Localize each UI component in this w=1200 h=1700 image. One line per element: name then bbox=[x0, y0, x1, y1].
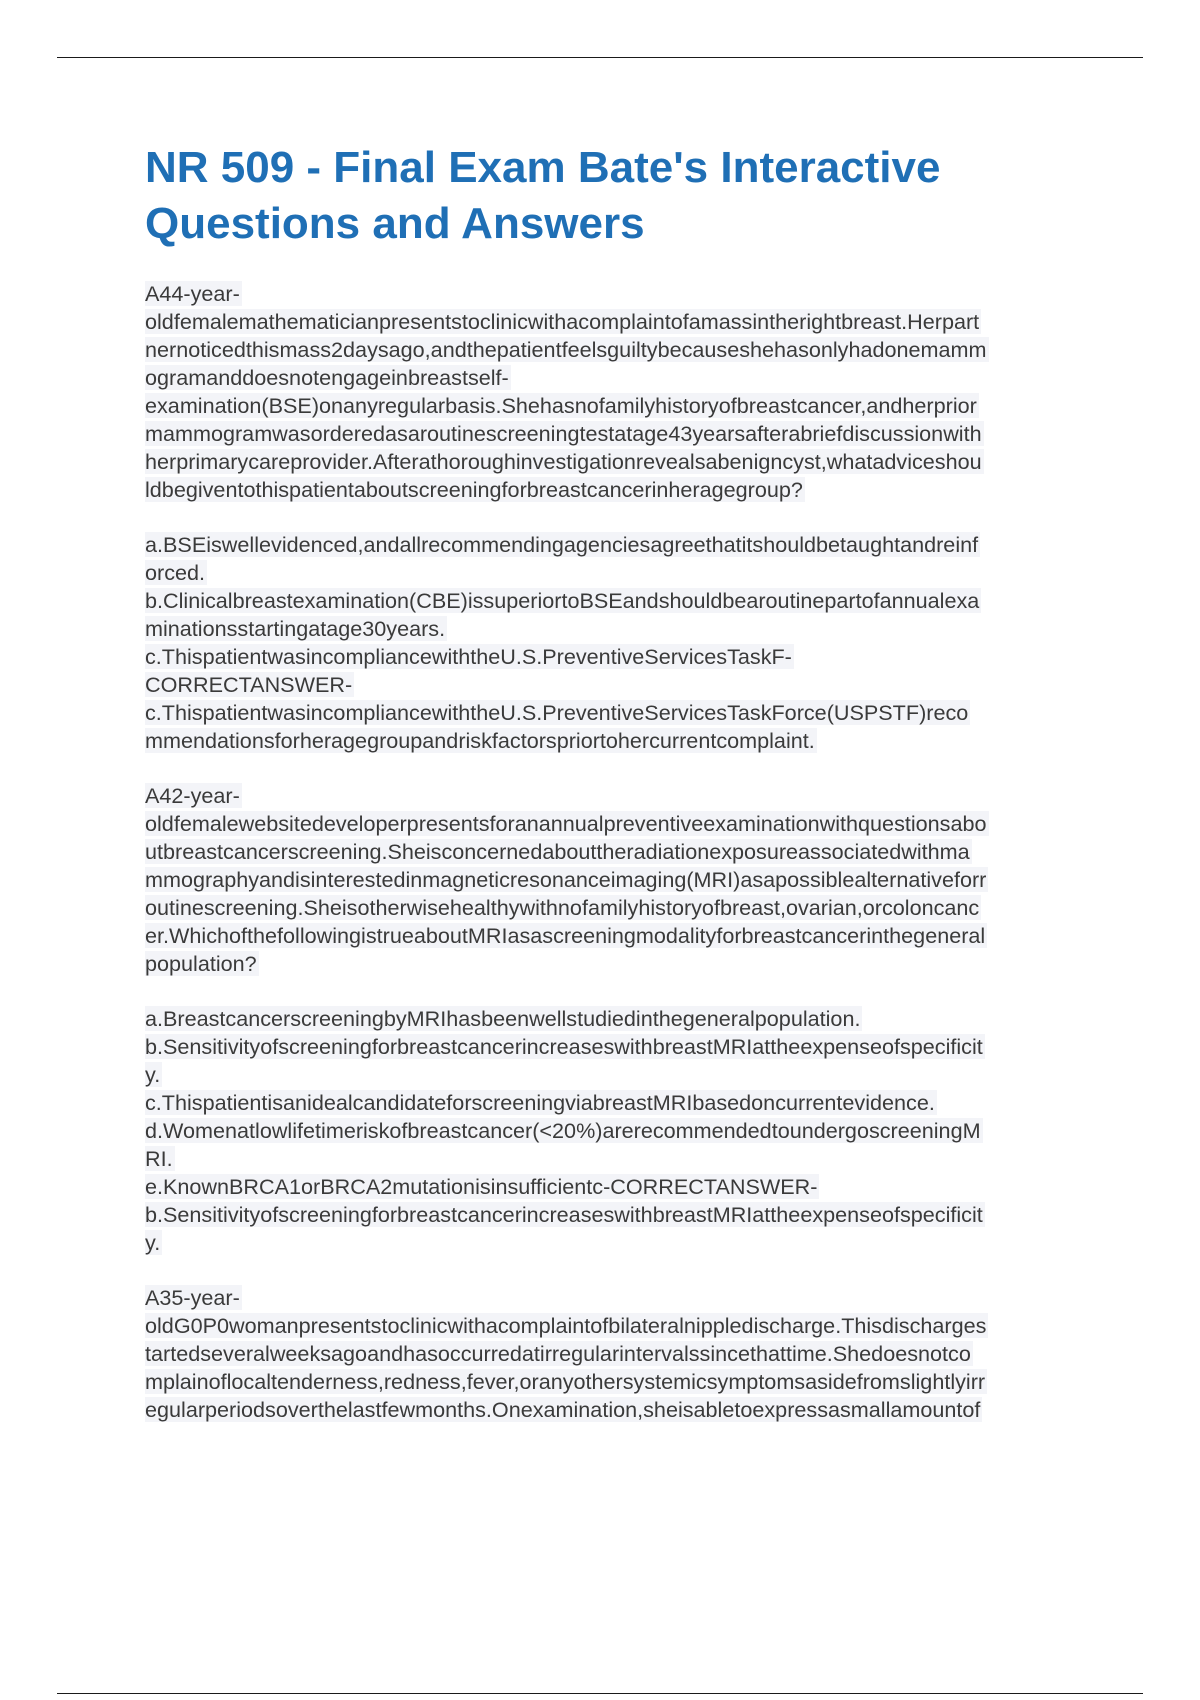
question-1-answers bbox=[145, 531, 1085, 755]
text-line bbox=[145, 476, 1085, 504]
text-line-content: nernoticedthismass2daysago,andthepatientfeelsguiltybecauseshehasonlyhadonemamm bbox=[145, 337, 987, 362]
text-line bbox=[145, 810, 1085, 838]
text-line-content: a.BSEiswellevidenced,andallrecommendingagenciesagreethatitshouldbetaughtandreinf bbox=[145, 532, 979, 557]
text-line-content: c.ThispatientisanidealcandidateforscreeningviabreastMRIbasedoncurrentevidence. bbox=[145, 1090, 935, 1115]
text-line-content: er.WhichofthefollowingistrueaboutMRIasascreeningmodalityforbreastcancerinthegeneral bbox=[145, 923, 986, 948]
text-line bbox=[145, 1229, 1085, 1257]
text-line bbox=[145, 615, 1085, 643]
text-line-content: y. bbox=[145, 1230, 161, 1255]
text-line-content: RI. bbox=[145, 1146, 173, 1171]
text-line bbox=[145, 392, 1085, 420]
text-line-content: CORRECTANSWER- bbox=[145, 672, 353, 697]
paragraph-gap bbox=[145, 504, 1085, 531]
question-1 bbox=[145, 280, 1085, 504]
text-line bbox=[145, 364, 1085, 392]
text-line bbox=[145, 643, 1085, 671]
text-line-content: y. bbox=[145, 1062, 161, 1087]
text-line bbox=[145, 922, 1085, 950]
title-line: NR 509 - Final Exam Bate's Interactive bbox=[145, 143, 941, 192]
text-line-content: c.ThispatientwasincompliancewiththeU.S.PreventiveServicesTaskF- bbox=[145, 644, 792, 669]
text-line bbox=[145, 782, 1085, 810]
text-line-content: oldfemalewebsitedeveloperpresentsforanannualpreventiveexaminationwithquestionsabo bbox=[145, 811, 987, 836]
text-line bbox=[145, 1312, 1085, 1340]
text-line bbox=[145, 1061, 1085, 1089]
paragraph-gap bbox=[145, 755, 1085, 782]
text-line bbox=[145, 699, 1085, 727]
text-line bbox=[145, 838, 1085, 866]
question-3 bbox=[145, 1284, 1085, 1424]
text-line bbox=[145, 587, 1085, 615]
text-line bbox=[145, 727, 1085, 755]
text-line bbox=[145, 420, 1085, 448]
text-line bbox=[145, 559, 1085, 587]
text-line bbox=[145, 336, 1085, 364]
text-line-content: herprimarycareprovider.Afterathoroughinvestigationrevealsabenigncyst,whatadviceshou bbox=[145, 449, 982, 474]
paragraph-gap bbox=[145, 1257, 1085, 1284]
question-2 bbox=[145, 782, 1085, 978]
text-line-content: e.KnownBRCA1orBRCA2mutationisinsufficientc-CORRECTANSWER- bbox=[145, 1174, 818, 1199]
text-line-content: utbreastcancerscreening.Sheisconcernedabouttheradiationexposureassociatedwithma bbox=[145, 839, 970, 864]
text-line-content: A44-year- bbox=[145, 281, 240, 306]
paragraph-gap bbox=[145, 978, 1085, 1005]
text-line-content: oldfemalemathematicianpresentstoclinicwithacomplaintofamassintherightbreast.Herpart bbox=[145, 309, 980, 334]
text-line-content: minationsstartingatage30years. bbox=[145, 616, 446, 641]
text-line-content: tartedseveralweeksagoandhasoccurredatirregularintervalssincethattime.Shedoesnotco bbox=[145, 1341, 971, 1366]
text-line-content: mplainoflocaltenderness,redness,fever,oranyothersystemicsymptomsasidefromslightlyirr bbox=[145, 1369, 986, 1394]
text-line bbox=[145, 531, 1085, 559]
text-line bbox=[145, 894, 1085, 922]
footer-rule bbox=[57, 1693, 1143, 1694]
text-line-content: population? bbox=[145, 951, 257, 976]
text-line bbox=[145, 1368, 1085, 1396]
text-line-content: d.Womenatlowlifetimeriskofbreastcancer(<20%)arerecommendedtoundergoscreeningM bbox=[145, 1118, 981, 1143]
document-body bbox=[145, 280, 1085, 1424]
text-line-content: A42-year- bbox=[145, 783, 240, 808]
text-line bbox=[145, 1117, 1085, 1145]
text-line bbox=[145, 1005, 1085, 1033]
text-line-content: b.Clinicalbreastexamination(CBE)issuperiortoBSEandshouldbearoutinepartofannualexa bbox=[145, 588, 980, 613]
text-line-content: orced. bbox=[145, 560, 206, 585]
text-line-content: outinescreening.Sheisotherwisehealthywithnofamilyhistoryofbreast,ovarian,orcoloncanc bbox=[145, 895, 980, 920]
text-line-content: mmendationsforheragegroupandriskfactorspriortohercurrentcomplaint. bbox=[145, 728, 815, 753]
text-line-content: oldG0P0womanpresentstoclinicwithacomplaintofbilateralnippledischarge.Thisdischarges bbox=[145, 1313, 987, 1338]
text-line-content: A35-year- bbox=[145, 1285, 240, 1310]
text-line bbox=[145, 280, 1085, 308]
text-line bbox=[145, 671, 1085, 699]
text-line bbox=[145, 1173, 1085, 1201]
header-rule bbox=[57, 57, 1143, 58]
text-line-content: b.SensitivityofscreeningforbreastcancerincreaseswithbreastMRIattheexpenseofspecificit bbox=[145, 1034, 983, 1059]
document-title bbox=[145, 140, 1085, 252]
text-line bbox=[145, 1145, 1085, 1173]
question-2-answers bbox=[145, 1005, 1085, 1257]
title-line: Questions and Answers bbox=[145, 199, 645, 248]
document-page bbox=[145, 140, 1085, 1424]
text-line bbox=[145, 1284, 1085, 1312]
text-line bbox=[145, 308, 1085, 336]
text-line bbox=[145, 1340, 1085, 1368]
text-line bbox=[145, 950, 1085, 978]
text-line bbox=[145, 866, 1085, 894]
text-line bbox=[145, 1033, 1085, 1061]
text-line-content: ogramanddoesnotengageinbreastself- bbox=[145, 365, 509, 390]
text-line-content: mammogramwasorderedasaroutinescreeningtestatage43yearsafterabriefdiscussionwith bbox=[145, 421, 982, 446]
text-line bbox=[145, 1201, 1085, 1229]
text-line-content: ldbegiventothispatientaboutscreeningforbreastcancerinheragegroup? bbox=[145, 477, 803, 502]
text-line-content: a.BreastcancerscreeningbyMRIhasbeenwellstudiedinthegeneralpopulation. bbox=[145, 1006, 861, 1031]
text-line-content: b.SensitivityofscreeningforbreastcancerincreaseswithbreastMRIattheexpenseofspecificit bbox=[145, 1202, 983, 1227]
text-line-content: examination(BSE)onanyregularbasis.Shehasnofamilyhistoryofbreastcancer,andherprior bbox=[145, 393, 977, 418]
text-line-content: mmographyandisinterestedinmagneticresonanceimaging(MRI)asapossiblealternativeforr bbox=[145, 867, 987, 892]
text-line bbox=[145, 1089, 1085, 1117]
text-line bbox=[145, 448, 1085, 476]
text-line-content: c.ThispatientwasincompliancewiththeU.S.PreventiveServicesTaskForce(USPSTF)reco bbox=[145, 700, 969, 725]
text-line bbox=[145, 1396, 1085, 1424]
text-line-content: egularperiodsoverthelastfewmonths.Onexamination,sheisabletoexpressasmallamountof bbox=[145, 1397, 981, 1422]
